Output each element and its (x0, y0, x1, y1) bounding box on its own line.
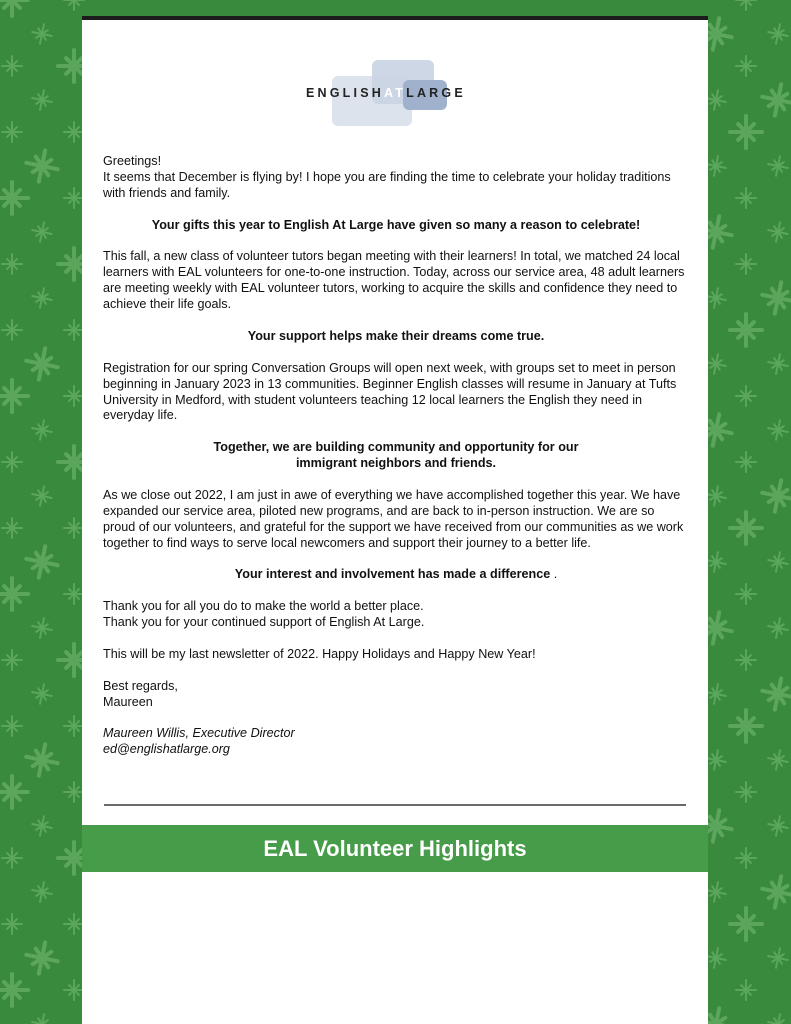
star-icon (706, 156, 726, 176)
signoff: Best regards, (103, 678, 178, 693)
star-icon (730, 710, 762, 742)
star-icon (26, 348, 57, 379)
star-icon (736, 0, 756, 10)
thanks-block (103, 599, 689, 631)
star-icon (64, 782, 84, 802)
star-icon (730, 908, 762, 940)
star-icon (26, 744, 57, 775)
star-icon (64, 584, 84, 604)
star-icon (2, 914, 22, 934)
paragraph-registration: Registration for our spring Conversation Groups will open next week, with groups set to meet in person beginning in January 2023 in 13 communities. Beginner English classes will resume in January at Tufts University in Medford, with student volunteers teaching 12 local learners the English they need in everyday life. (103, 360, 677, 423)
signature-block (103, 726, 689, 758)
star-icon (32, 618, 52, 638)
star-icon (768, 618, 788, 638)
thanks-line-1: Thank you for all you do to make the world a better place. (103, 599, 424, 614)
star-icon (706, 684, 726, 704)
signoff-block (103, 679, 689, 711)
star-icon (736, 782, 756, 802)
star-icon (730, 116, 762, 148)
star-icon (64, 980, 84, 1000)
star-icon (26, 942, 57, 973)
newsletter-panel (82, 16, 708, 1024)
section-divider (104, 804, 686, 806)
logo-wordmark (306, 86, 466, 100)
star-icon (26, 546, 57, 577)
star-icon (736, 386, 756, 406)
letter-opening (103, 154, 689, 202)
star-icon (768, 1014, 788, 1024)
star-icon (730, 512, 762, 544)
star-icon (2, 848, 22, 868)
intro-text: It seems that December is flying by! I hope you are finding the time to celebrate your holiday traditions with friends and family. (103, 169, 671, 200)
star-icon (706, 354, 726, 374)
star-icon (768, 750, 788, 770)
star-icon (0, 974, 28, 1006)
star-icon (706, 750, 726, 770)
logo-word-at: AT (383, 86, 407, 100)
star-icon (768, 354, 788, 374)
star-icon (768, 156, 788, 176)
star-icon (32, 288, 52, 308)
star-icon (2, 122, 22, 142)
star-icon (768, 222, 788, 242)
highlight-difference-period: . (550, 567, 558, 582)
star-icon (32, 90, 52, 110)
star-icon (706, 90, 726, 110)
star-icon (736, 980, 756, 1000)
star-icon (768, 816, 788, 836)
star-icon (736, 254, 756, 274)
star-icon (706, 486, 726, 506)
section-banner (82, 825, 708, 872)
star-icon (64, 716, 84, 736)
star-icon (730, 314, 762, 346)
star-icon (736, 188, 756, 208)
star-icon (32, 816, 52, 836)
highlight-support: Your support helps make their dreams come true. (247, 328, 545, 343)
star-icon (32, 222, 52, 242)
star-icon (768, 420, 788, 440)
star-icon (0, 578, 28, 610)
star-icon (0, 776, 28, 808)
star-icon (706, 288, 726, 308)
star-icon (736, 56, 756, 76)
signer-title: Maureen Willis, Executive Director (103, 726, 295, 741)
signer-first-name: Maureen (103, 694, 153, 709)
star-icon (2, 320, 22, 340)
star-icon (2, 254, 22, 274)
star-icon (2, 518, 22, 538)
star-icon (706, 552, 726, 572)
star-icon (64, 386, 84, 406)
star-icon (64, 0, 84, 10)
star-icon (736, 584, 756, 604)
star-icon (64, 518, 84, 538)
star-icon (768, 552, 788, 572)
highlight-community (103, 440, 689, 472)
star-icon (0, 0, 28, 16)
paragraph-tutors: This fall, a new class of volunteer tutors began meeting with their learners! In total, we matched 24 local learners with EAL volunteers for one-to-one instruction. Today, across our service area, 48 adult learners are meeting weekly with EAL volunteer tutors, working to acquire the skills and confidence they need to achieve their life goals. (103, 249, 685, 312)
highlight-community-line2: immigrant neighbors and friends. (295, 456, 497, 471)
star-icon (762, 876, 791, 907)
star-icon (32, 882, 52, 902)
highlight-difference (103, 567, 689, 583)
star-icon (26, 150, 57, 181)
star-icon (706, 948, 726, 968)
signer-email[interactable]: ed@englishatlarge.org (103, 742, 230, 757)
star-icon (768, 24, 788, 44)
star-icon (0, 182, 28, 214)
star-icon (768, 948, 788, 968)
star-icon (2, 452, 22, 472)
section-banner-title: EAL Volunteer Highlights (263, 835, 527, 861)
star-icon (2, 650, 22, 670)
star-icon (762, 282, 791, 313)
star-icon (762, 84, 791, 115)
star-icon (706, 882, 726, 902)
star-icon (2, 56, 22, 76)
star-icon (736, 848, 756, 868)
star-icon (736, 650, 756, 670)
star-icon (64, 188, 84, 208)
star-icon (64, 320, 84, 340)
star-icon (762, 678, 791, 709)
highlight-difference-text: Your interest and involvement has made a difference (234, 567, 551, 582)
greeting: Greetings! (103, 154, 162, 168)
logo-word-large: LARGE (406, 86, 466, 100)
star-icon (32, 486, 52, 506)
star-icon (32, 24, 52, 44)
star-icon (762, 480, 791, 511)
paragraph-year-review: As we close out 2022, I am just in awe of everything we have accomplished together this year. We have expanded our service area, piloted new programs, and are back to in-person instruction. We are so proud of our volunteers, and grateful for the support we have received from our communities as we work together to find ways to serve local newcomers and support their journey to a better life. (103, 487, 684, 550)
highlight-gifts: Your gifts this year to English At Large have given so many a reason to celebrate! (151, 217, 641, 232)
logo-word-english: ENGLISH (306, 86, 384, 100)
star-icon (64, 122, 84, 142)
star-icon (2, 716, 22, 736)
star-icon (64, 914, 84, 934)
star-icon (736, 452, 756, 472)
star-icon (32, 1014, 52, 1024)
closing-note: This will be my last newsletter of 2022. Happy Holidays and Happy New Year! (103, 646, 536, 661)
star-icon (32, 684, 52, 704)
highlight-community-line1: Together, we are building community and opportunity for our (213, 440, 579, 455)
english-at-large-logo (302, 54, 492, 134)
letter-body (103, 154, 689, 774)
star-icon (0, 380, 28, 412)
thanks-line-2: Thank you for your continued support of English At Large. (103, 615, 425, 630)
star-icon (32, 420, 52, 440)
